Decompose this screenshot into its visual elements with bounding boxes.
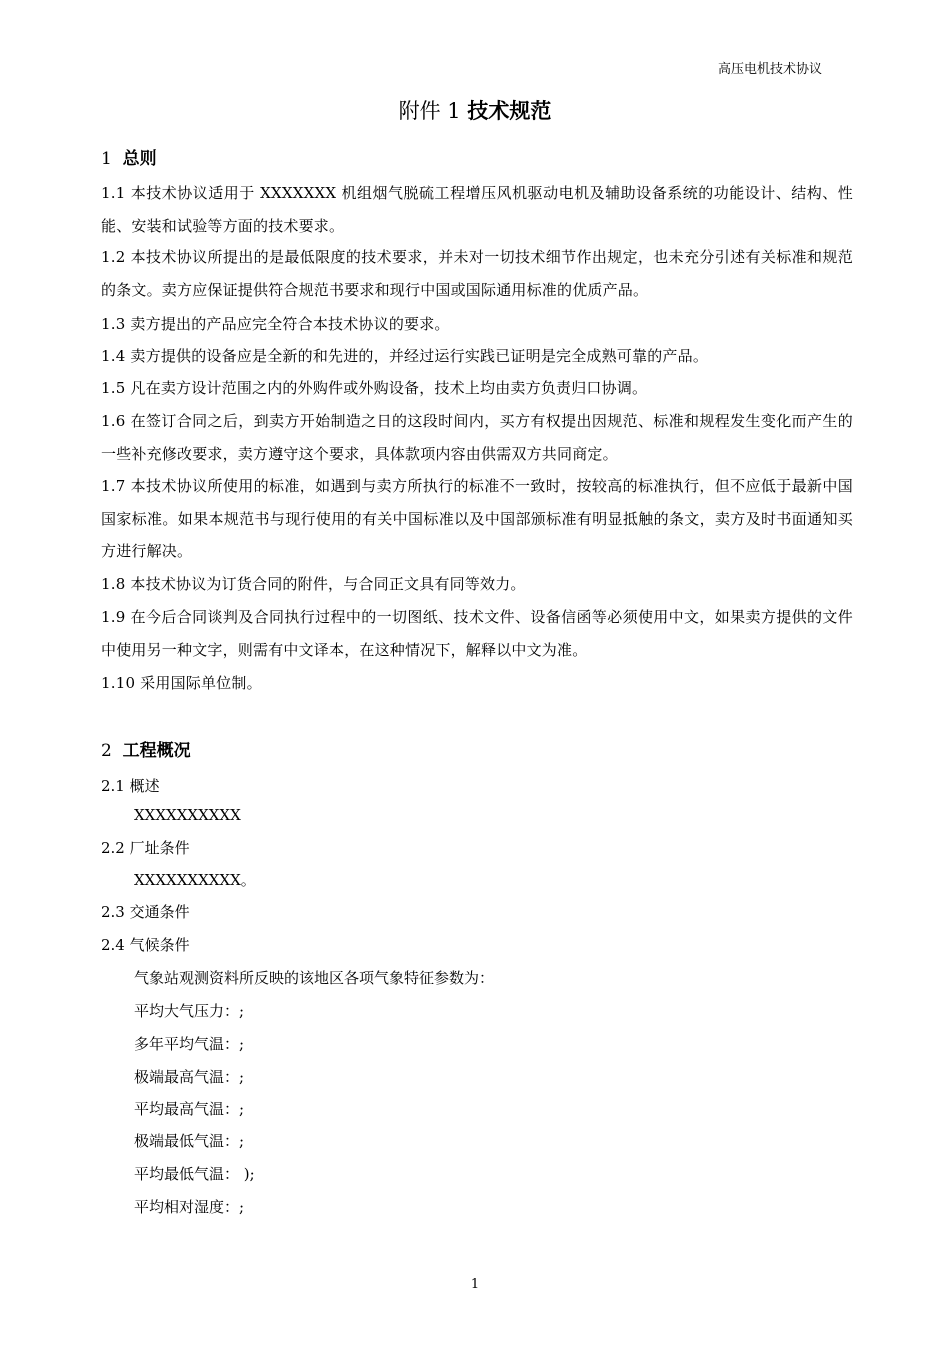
climate-item: 极端最高气温：; [134,1068,245,1086]
paragraph-1-1: 1.1 本技术协议适用于 XXXXXXX 机组烟气脱硫工程增压风机驱动电机及辅助设备系统的功能设计、结构、性能、安装和试验等方面的技术要求。 [101,184,853,235]
section-1-heading [101,144,157,169]
paragraph-1-2: 1.2 本技术协议所提出的是最低限度的技术要求，并未对一切技术细节作出规定，也未充分引述有关标准和规范的条文。卖方应保证提供符合规范书要求和现行中国或国际通用标准的优质产品。 [101,248,853,299]
paragraph-1-7: 1.7 本技术协议所使用的标准，如遇到与卖方所执行的标准不一致时，按较高的标准执行，但不应低于最新中国国家标准。如果本规范书与现行使用的有关中国标准以及中国部颁标准有明显抵触的条文，卖方及时书面通知买方进行解决。 [101,477,853,560]
paragraph-1-5: 1.5 凡在卖方设计范围之内的外购件或外购设备，技术上均由卖方负责归口协调。 [101,379,648,397]
paragraph-1-6: 1.6 在签订合同之后，到卖方开始制造之日的这段时间内，买方有权提出因规范、标准和规程发生变化而产生的一些补充修改要求，卖方遵守这个要求，具体款项内容由供需双方共同商定。 [101,412,853,463]
subsection-2-1-content: XXXXXXXXXX [134,806,241,824]
paragraph-1-10: 1.10 采用国际单位制。 [101,674,262,692]
climate-item: 平均最低气温： ); [134,1165,255,1183]
climate-item: 平均相对湿度：; [134,1198,245,1216]
section-2-title: 工程概况 [122,741,191,761]
subsection-2-2-label: 2.2 厂址条件 [101,839,190,857]
page-number: 1 [470,1277,480,1292]
section-1-title: 总则 [122,149,157,169]
paragraph-1-8: 1.8 本技术协议为订货合同的附件，与合同正文具有同等效力。 [101,575,526,593]
section-2-number: 2 [101,741,112,761]
title-prefix: 附件 1 [398,99,461,123]
climate-item: 多年平均气温：; [134,1035,245,1053]
document-title [0,95,950,125]
paragraph-1-4: 1.4 卖方提供的设备应是全新的和先进的，并经过运行实践已证明是完全成熟可靠的产品。 [101,347,709,365]
paragraph-1-9: 1.9 在今后合同谈判及合同执行过程中的一切图纸、技术文件、设备信函等必须使用中文，如果卖方提供的文件中使用另一种文字，则需有中文译本，在这种情况下，解释以中文为准。 [101,608,853,659]
paragraph-1-3: 1.3 卖方提出的产品应完全符合本技术协议的要求。 [101,315,450,333]
title-main: 技术规范 [467,98,552,123]
climate-item: 平均大气压力：; [134,1002,245,1020]
page-header: 高压电机技术协议 [717,62,822,77]
subsection-2-3-label: 2.3 交通条件 [101,903,190,921]
subsection-2-1-label: 2.1 概述 [101,777,160,795]
section-1-number: 1 [101,149,112,169]
climate-item: 极端最低气温：; [134,1132,245,1150]
climate-intro: 气象站观测资料所反映的该地区各项气象特征参数为： [134,969,495,987]
subsection-2-2-content: XXXXXXXXXX。 [134,871,256,889]
subsection-2-4-label: 2.4 气候条件 [101,936,190,954]
section-2-heading [101,736,191,761]
climate-item: 平均最高气温：; [134,1100,245,1118]
